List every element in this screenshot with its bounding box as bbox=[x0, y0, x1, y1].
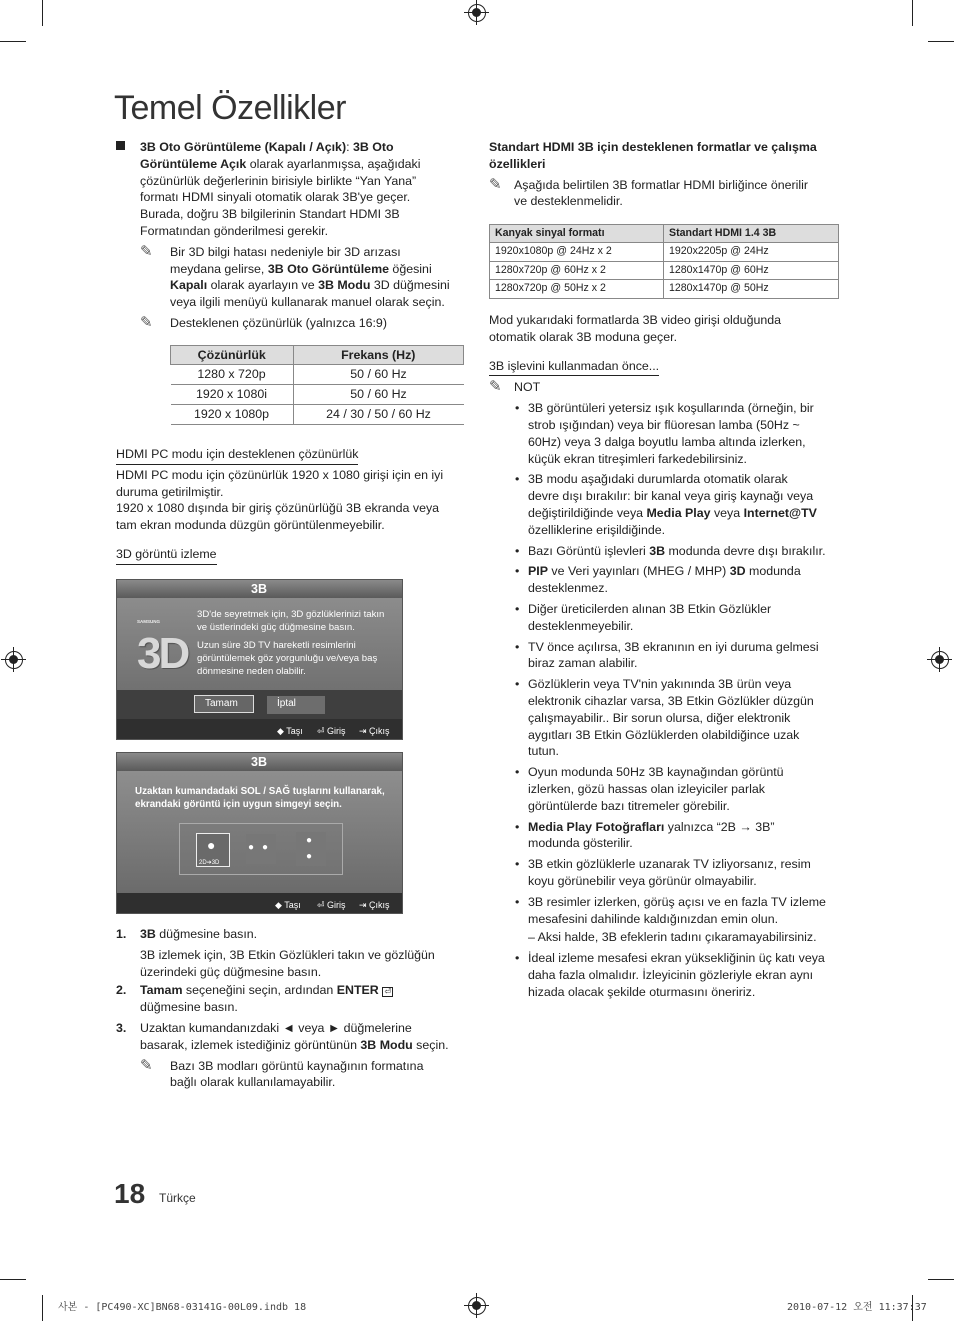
samsung-3d-logo bbox=[137, 614, 191, 678]
mode-label: 2D➔3D bbox=[199, 860, 220, 866]
paragraph-line: duruma getirilmiştir. bbox=[116, 484, 224, 499]
bullet-item bbox=[489, 819, 849, 853]
crop-mark bbox=[928, 41, 954, 42]
hdmi-pc-section bbox=[116, 446, 466, 565]
right-column-lower bbox=[489, 312, 849, 1000]
table-row bbox=[490, 243, 839, 262]
dialog-line: 3D'de seyretmek için, 3D gözlüklerinizi takın bbox=[197, 609, 385, 620]
dialog-message bbox=[135, 785, 385, 811]
pencil-note-icon: ✎ bbox=[489, 175, 502, 193]
step-bold: Tamam bbox=[140, 983, 183, 998]
logo-text: 3D bbox=[137, 628, 188, 678]
bullet-line: 3B resimler izlerken, görüş açısı ve en fazla TV izleme bbox=[528, 894, 826, 909]
bullet-bold: Internet@TV bbox=[743, 505, 817, 520]
step-line: üzerindeki güç düğmesine basın. bbox=[140, 964, 322, 979]
bullet-line: 60Hz) veya 3 dalga boyutlu lamba altında izlerken, bbox=[528, 434, 806, 449]
intro-line: çözünürlük değerlerinin birisiyle birlikte “Yan Yana” bbox=[140, 173, 417, 188]
screen-footer bbox=[117, 893, 402, 913]
paragraph-line: otomatik olarak 3B moduna geçer. bbox=[489, 329, 678, 344]
bullet-line: 3B etkin gözlüklerle uzanarak TV izliyorsanız, resim bbox=[528, 857, 811, 872]
mode-option-top-bottom[interactable] bbox=[296, 832, 326, 866]
move-hint: ◆ Taşı bbox=[277, 726, 303, 736]
bullet-bold: Media Play Fotoğrafları bbox=[528, 819, 665, 834]
steps bbox=[116, 926, 466, 1091]
table-header: Çözünürlük bbox=[171, 346, 294, 365]
bullet-text: modunda devre dışı bırakılır. bbox=[665, 543, 826, 558]
section-heading: Standart HDMI 3B için desteklenen formatlar ve çalışma bbox=[489, 140, 817, 154]
paragraph-line: 1920 x 1080 dışında bir giriş çözünürlüğü 3B ekranda veya bbox=[116, 501, 440, 516]
move-label: Taşı bbox=[286, 726, 303, 736]
intro-line: Formatından gönderilmesi gerekir. bbox=[140, 223, 329, 238]
person-icon: ● bbox=[262, 842, 269, 853]
bullet-line: özelliklerine erişildiğinde. bbox=[528, 522, 666, 537]
note bbox=[140, 315, 466, 332]
pencil-note-icon: ✎ bbox=[140, 313, 153, 331]
note-text: öğesini bbox=[388, 261, 432, 276]
bullet-line: elektronik cihazlar varsa, 3B Etkin Gözlükler düzgün bbox=[528, 693, 814, 708]
table-row bbox=[171, 405, 464, 425]
table-cell: 1920x2205p @ 24Hz bbox=[664, 243, 839, 262]
dialog-line: Uzun süre 3D TV hareketli resimlerini bbox=[197, 640, 356, 651]
exit-hint: ⇥ Çıkış bbox=[359, 900, 390, 910]
bullet-line: tutun. bbox=[528, 744, 560, 759]
bullet-icon: • bbox=[515, 765, 520, 780]
pencil-note-icon: ✎ bbox=[140, 1056, 153, 1074]
bullet-line: biraz zaman alabilir. bbox=[528, 656, 638, 671]
bullet-item bbox=[489, 543, 849, 560]
bullet-line: İdeal izleme mesafesi ekran yüksekliğinin üç katı veya bbox=[528, 951, 825, 966]
bullet-bold: 3B bbox=[649, 543, 666, 558]
intro-bold: 3B Oto Görüntüleme (Kapalı / Açık) bbox=[140, 140, 347, 154]
table-header-row bbox=[490, 225, 839, 243]
enter-hint: ⏎ Giriş bbox=[317, 900, 346, 910]
note-text: olarak ayarlayın ve bbox=[207, 278, 319, 293]
paragraph-line: Mod yukarıdaki formatlarda 3B video girişi olduğunda bbox=[489, 313, 782, 327]
crop-mark bbox=[42, 0, 43, 26]
tv-screen-3d-dialog bbox=[116, 579, 403, 740]
intro-line: formatı HDMI sinyali otomatik olarak 3B'ye geçer. bbox=[140, 190, 411, 205]
note bbox=[140, 1058, 466, 1092]
registration-mark-icon bbox=[468, 1297, 486, 1315]
mode-option-side-by-side[interactable] bbox=[246, 834, 276, 864]
bullet-line: koyu görünebilir veya görünür olmayabilir. bbox=[528, 873, 757, 888]
step-text: düğmesine basın. bbox=[155, 927, 258, 941]
bullet-icon: • bbox=[515, 564, 520, 579]
bullet-line: izlerken, gözü hassas olan izleyiciler parlak bbox=[528, 781, 765, 796]
section-heading: 3B işlevini kullanmadan önce... bbox=[489, 358, 659, 377]
bullet-line: 3B görüntüleri yetersiz ışık koşullarında (örneğin, bir bbox=[528, 401, 814, 416]
table-row bbox=[171, 385, 464, 405]
bullet-item bbox=[489, 764, 849, 814]
bullet-line: 3B modu aşağıdaki durumlarda otomatik olarak bbox=[528, 472, 788, 487]
bullet-item bbox=[489, 471, 849, 538]
step-text: basarak, izlemek istediğiniz görüntünün bbox=[140, 1037, 361, 1052]
table-cell: 1920 x 1080i bbox=[171, 385, 294, 405]
move-hint: ◆ Taşı bbox=[275, 900, 301, 910]
ok-button[interactable]: Tamam bbox=[194, 695, 254, 713]
bullet-icon: • bbox=[515, 472, 520, 487]
screen-title: 3B bbox=[251, 755, 267, 769]
step-number: 1. bbox=[116, 927, 127, 941]
bullet-icon: • bbox=[515, 401, 520, 416]
bullet-item bbox=[489, 400, 849, 467]
enter-label: Giriş bbox=[327, 900, 346, 910]
mode-selector bbox=[179, 823, 343, 875]
person-icon: ● bbox=[306, 835, 313, 846]
intro-paragraph bbox=[116, 139, 466, 332]
pencil-note-icon: ✎ bbox=[489, 378, 502, 396]
dialog-line: ve üstlerindeki güç düğmesine basın. bbox=[197, 622, 355, 633]
note-text: 3D düğmesini bbox=[370, 278, 450, 293]
note-line: veya ilgili menüyü kullanarak manuel olarak seçin. bbox=[170, 295, 445, 310]
note-line: Desteklenen çözünürlük (yalnızca 16:9) bbox=[170, 315, 387, 330]
enter-label: Giriş bbox=[327, 726, 346, 736]
enter-icon: ⏎ bbox=[382, 987, 393, 997]
table-cell: 1280x1470p @ 50Hz bbox=[664, 280, 839, 299]
page-number: 18 bbox=[114, 1178, 146, 1209]
table-header: Frekans (Hz) bbox=[293, 346, 463, 365]
step-1 bbox=[116, 926, 466, 980]
note-bold: 3B Modu bbox=[318, 278, 371, 293]
note-line: Bir 3D bilgi hatası nedeniyle bir 3D arızası bbox=[170, 244, 401, 259]
mode-option-2d-to-3d[interactable] bbox=[196, 833, 230, 867]
bullet-line: hizada olacak şekilde oturmasını öneririz. bbox=[528, 984, 756, 999]
bullet-line: görüntülerde bazı titremeler görebilir. bbox=[528, 798, 730, 813]
crop-mark bbox=[928, 1279, 954, 1280]
bullet-item bbox=[489, 950, 849, 1000]
step-2 bbox=[116, 982, 466, 1016]
bullet-icon: • bbox=[515, 819, 520, 834]
bullet-icon: • bbox=[515, 639, 520, 654]
step-line: düğmesine basın. bbox=[140, 1000, 238, 1015]
bullet-icon: • bbox=[515, 857, 520, 872]
table-row bbox=[171, 365, 464, 385]
bullet-line: strob ışığından) veya bir flüoresan lamba (50Hz ~ bbox=[528, 417, 800, 432]
note-bold: 3B Oto Görüntüleme bbox=[267, 261, 389, 276]
note bbox=[489, 177, 841, 211]
table-cell: 1280x720p @ 50Hz x 2 bbox=[490, 280, 664, 299]
screen-title: 3B bbox=[251, 582, 267, 596]
paragraph-line: HDMI PC modu için çözünürlük 1920 x 1080 girişi için en iyi bbox=[116, 467, 444, 482]
cancel-button[interactable]: İptal bbox=[267, 696, 325, 714]
table-header: Kanyak sinyal formatı bbox=[490, 225, 664, 243]
bullet-item bbox=[489, 676, 849, 760]
bullet-icon: • bbox=[515, 894, 520, 909]
bullet-line: daha fazla olmalıdır. İzleyicinin gözleriyle ekran aynı bbox=[528, 967, 814, 982]
person-icon: ● bbox=[207, 837, 216, 853]
section-heading: HDMI PC modu için desteklenen çözünürlük bbox=[116, 446, 358, 465]
registration-mark-icon bbox=[5, 651, 23, 669]
print-date: 2010-07-12 오전 11:37:37 bbox=[787, 1302, 927, 1313]
step-3 bbox=[116, 1020, 466, 1091]
table-cell: 1280x1470p @ 60Hz bbox=[664, 261, 839, 280]
step-text: seçin. bbox=[412, 1037, 449, 1052]
brand-text: SAMSUNG bbox=[137, 619, 161, 624]
bullet-item bbox=[489, 894, 849, 946]
bullet-item bbox=[489, 601, 849, 635]
sub-bullet-line: – Aksi halde, 3B efeklerin tadını çıkaramayabilirsiniz. bbox=[528, 930, 817, 945]
bullet-line: desteklenmez. bbox=[528, 581, 608, 596]
paragraph-line: tam ekran modunda düzgün görüntülenmeyebilir. bbox=[116, 518, 385, 533]
dialog-line: görüntülemek göz yorgunluğu ve/veya baş bbox=[197, 653, 378, 664]
section-heading: 3D görüntü izleme bbox=[116, 546, 217, 565]
table-cell: 50 / 60 Hz bbox=[293, 365, 463, 385]
person-icon: ● bbox=[248, 842, 255, 853]
bullet-line: TV önce açılırsa, 3B ekranının en iyi duruma gelmesi bbox=[528, 639, 819, 654]
bullet-line: desteklenmeyebilir. bbox=[528, 618, 634, 633]
bullet-line: çalışmayabilir.. Bir sorun olursa, diğer elektronik bbox=[528, 710, 791, 725]
step-bold: 3B Modu bbox=[360, 1037, 413, 1052]
bullet-text: yalnızca “2B → 3B” bbox=[664, 819, 775, 834]
file-info: 사본 - [PC490-XC]BN68-03141G-00L09.indb 18 bbox=[58, 1302, 307, 1313]
exit-label: Çıkış bbox=[369, 726, 390, 736]
crop-mark bbox=[0, 1279, 26, 1280]
bullet-text: Bazı Görüntü işlevleri bbox=[528, 543, 650, 558]
table-cell: 1920x1080p @ 24Hz x 2 bbox=[490, 243, 664, 262]
right-column bbox=[489, 139, 841, 210]
screen-title-bar bbox=[117, 753, 402, 771]
exit-label: Çıkış bbox=[369, 900, 390, 910]
table-cell: 1920 x 1080p bbox=[171, 405, 294, 425]
table-cell: 50 / 60 Hz bbox=[293, 385, 463, 405]
table-cell: 24 / 30 / 50 / 60 Hz bbox=[293, 405, 463, 425]
button-row bbox=[117, 690, 402, 720]
page-title: Temel Özellikler bbox=[114, 89, 346, 127]
note-text: meydana gelirse, bbox=[170, 261, 268, 276]
bullet-line: Oyun modunda 50Hz 3B kaynağından görüntü bbox=[528, 765, 784, 780]
bullet-line: Gözlüklerin veya TV'nin yakınında 3B ürün veya bbox=[528, 677, 792, 692]
intro-bold: Görüntüleme Açık bbox=[140, 156, 247, 171]
crop-mark bbox=[912, 0, 913, 26]
crop-mark bbox=[0, 41, 26, 42]
registration-mark-icon bbox=[931, 651, 949, 669]
dialog-message bbox=[197, 608, 384, 678]
step-text: seçeneğini seçin, ardından bbox=[182, 983, 337, 998]
registration-mark-icon bbox=[468, 4, 486, 22]
bullet-line: mesafesini dahilinde kaldığınızdan emin olun. bbox=[528, 911, 779, 926]
tv-screen-3d-mode-select bbox=[116, 752, 403, 914]
step-bold: 3B bbox=[140, 927, 156, 941]
enter-hint: ⏎ Giriş bbox=[317, 726, 346, 736]
bullet-item bbox=[489, 856, 849, 890]
crop-mark bbox=[42, 1295, 43, 1321]
bullet-icon: • bbox=[515, 677, 520, 692]
note-line: bağlı olarak kullanılamayabilir. bbox=[170, 1075, 336, 1090]
bullet-item bbox=[489, 639, 849, 673]
step-line: Uzaktan kumandanızdaki ◄ veya ► düğmelerine bbox=[140, 1020, 412, 1035]
table-row bbox=[490, 280, 839, 299]
note-line: Bazı 3B modları görüntü kaynağının formatına bbox=[170, 1058, 424, 1073]
bullet-text: ve Veri yayınları (MHEG / MHP) bbox=[547, 564, 730, 579]
section-heading: özellikleri bbox=[489, 156, 546, 171]
step-number: 3. bbox=[116, 1020, 127, 1035]
note-line: ve desteklenmelidir. bbox=[514, 194, 623, 209]
table-cell: 1280 x 720p bbox=[171, 365, 294, 385]
bullet-text: veya bbox=[710, 505, 744, 520]
step-number: 2. bbox=[116, 983, 127, 998]
table-cell: 1280x720p @ 60Hz x 2 bbox=[490, 261, 664, 280]
language-label: Türkçe bbox=[159, 1191, 196, 1205]
bullet-text: modunda bbox=[745, 564, 801, 579]
hdmi-format-table bbox=[489, 224, 839, 299]
bullet-item bbox=[489, 563, 849, 597]
step-line: 3B izlemek için, 3B Etkin Gözlükleri takın ve gözlüğün bbox=[140, 947, 435, 962]
screen-footer bbox=[117, 719, 402, 739]
person-icon: ● bbox=[306, 851, 313, 862]
pencil-note-icon: ✎ bbox=[140, 242, 153, 260]
bullet-bold: Media Play bbox=[646, 505, 711, 520]
bullet-line: aygıtları 3B Etkin Gözlüklerden olabildiğince uzak bbox=[528, 727, 800, 742]
bullet-bold: 3D bbox=[729, 564, 746, 579]
bullet-icon: • bbox=[515, 543, 520, 558]
bullet-bold: PIP bbox=[528, 564, 548, 579]
table-header: Standart HDMI 1.4 3B bbox=[664, 225, 839, 243]
note-bold: Kapalı bbox=[170, 278, 208, 293]
intro-text: : bbox=[346, 140, 353, 154]
resolution-table bbox=[170, 345, 464, 425]
bullet-line: küçük ekran titreşimleri farkedebilirsiniz. bbox=[528, 451, 747, 466]
left-column bbox=[116, 139, 466, 332]
bullet-icon: • bbox=[515, 601, 520, 616]
exit-hint: ⇥ Çıkış bbox=[359, 726, 390, 736]
note-line: Aşağıda belirtilen 3B formatlar HDMI birliğince önerilir bbox=[514, 177, 809, 192]
note-header bbox=[489, 379, 849, 396]
move-label: Taşı bbox=[284, 900, 301, 910]
note bbox=[140, 244, 466, 311]
table-row bbox=[490, 261, 839, 280]
screen-title-bar bbox=[117, 580, 402, 598]
dialog-line: Uzaktan kumandadaki SOL / SAĞ tuşlarını kullanarak, bbox=[135, 786, 385, 797]
intro-bold: 3B Oto bbox=[352, 140, 394, 154]
square-bullet-icon bbox=[116, 141, 125, 150]
intro-line: Burada, doğru 3B bilgilerinin Standart HDMI 3B bbox=[140, 207, 400, 222]
bullet-line: Diğer üreticilerden alınan 3B Etkin Gözlükler bbox=[528, 601, 772, 616]
note-label: NOT bbox=[514, 380, 541, 395]
intro-text: olarak ayarlanmışsa, aşağıdaki bbox=[246, 156, 421, 171]
bullet-line: modunda gösterilir. bbox=[528, 836, 633, 851]
step-bold: ENTER bbox=[336, 983, 379, 998]
dialog-line: ekrandaki görüntü için uygun simgeyi seçin. bbox=[135, 799, 342, 810]
dialog-line: dönmesine neden olabilir. bbox=[197, 666, 306, 677]
table-header-row bbox=[171, 346, 464, 365]
bullet-icon: • bbox=[515, 951, 520, 966]
bullet-line: devre dışı bırakılır: bir kanal veya giriş kaynağı veya bbox=[528, 489, 814, 504]
bullet-text: değiştirildiğinde veya bbox=[528, 505, 647, 520]
